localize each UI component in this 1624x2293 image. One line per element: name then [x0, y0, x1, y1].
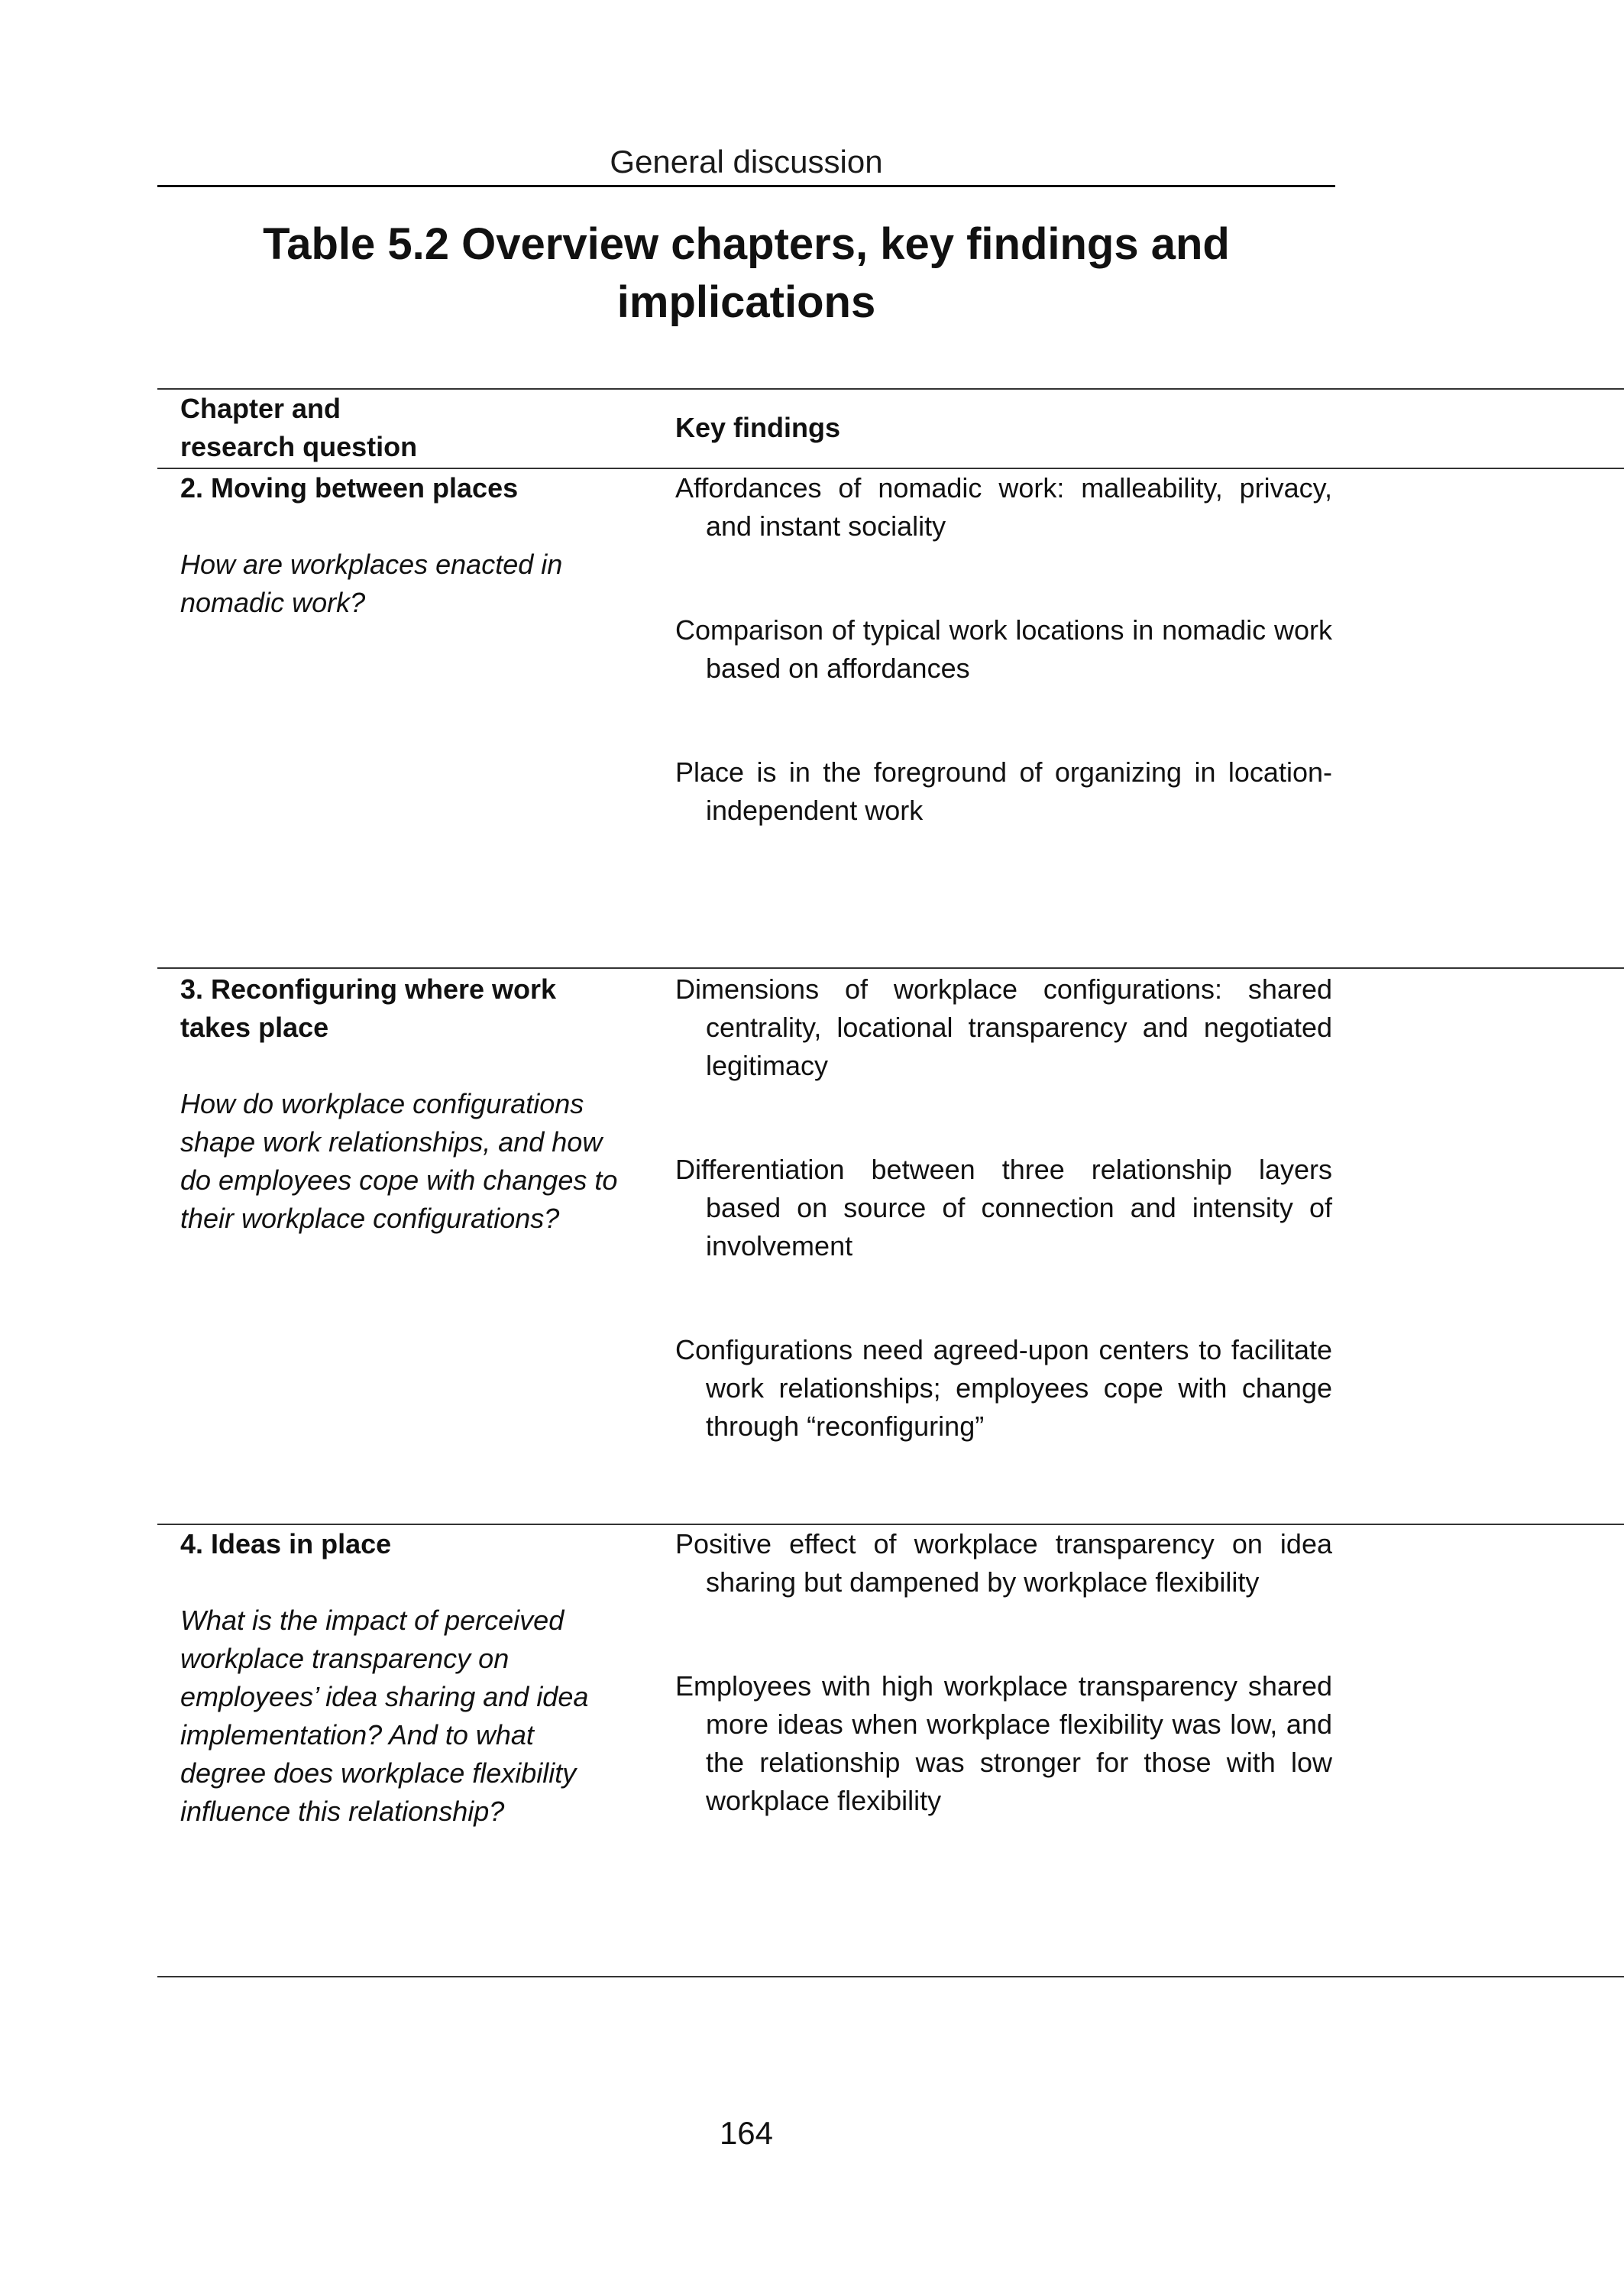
row-2-finding-1: Dimensions of workplace configurations: shared centrality, locational transparency and negotiated legitimacy — [675, 973, 1332, 1081]
row-2-question: How do workplace configurations shape work relationships, and how do employees cope with changes to their workplace configurations? — [180, 1088, 618, 1234]
row-1-finding-2: Comparison of typical work locations in nomadic work based on affordances — [675, 614, 1332, 684]
row-2-finding-2: Differentiation between three relationship layers based on source of connection and intensity of involvement — [675, 1154, 1332, 1261]
row-divider-1 — [157, 967, 1624, 969]
row-3-finding-1: Positive effect of workplace transparency on idea sharing but dampened by workplace flexibility — [675, 1528, 1332, 1598]
row-3-question: What is the impact of perceived workplace transparency on employees’ idea sharing and idea implementation? And to what degree does workplace flexibility influence this relationship? — [180, 1605, 589, 1827]
header-chapter-line2: research question — [180, 431, 418, 462]
page-number: 164 — [719, 2115, 774, 2151]
header-key-findings: Key findings — [675, 412, 841, 443]
row-1-finding-3: Place is in the foreground of organizing in location-independent work — [675, 756, 1332, 826]
header-chapter-question — [180, 390, 639, 466]
table-bottom-rule — [157, 1976, 1624, 1977]
row-3-finding-2: Employees with high workplace transparency shared more ideas when workplace flexibility was low, and the relationship was stronger for those with low workplace flexibility — [675, 1670, 1332, 1816]
row-1-finding-1: Affordances of nomadic work: malleability, privacy, and instant sociality — [675, 472, 1332, 542]
row-1-question: How are workplaces enacted in nomadic work? — [180, 549, 563, 618]
header-chapter-line1: Chapter and — [180, 393, 341, 424]
row-3-chapter: 4. Ideas in place — [180, 1528, 392, 1559]
table-title: Table 5.2 Overview chapters, key findings and implications — [263, 219, 1230, 327]
running-header: General discussion — [610, 144, 883, 180]
row-2-chapter: 3. Reconfiguring where work takes place — [180, 973, 557, 1043]
row-2-finding-3: Configurations need agreed-upon centers to facilitate work relationships; employees cope with change through “reconfiguring” — [675, 1334, 1332, 1442]
header-rule — [157, 185, 1335, 187]
row-1-chapter: 2. Moving between places — [180, 472, 519, 504]
